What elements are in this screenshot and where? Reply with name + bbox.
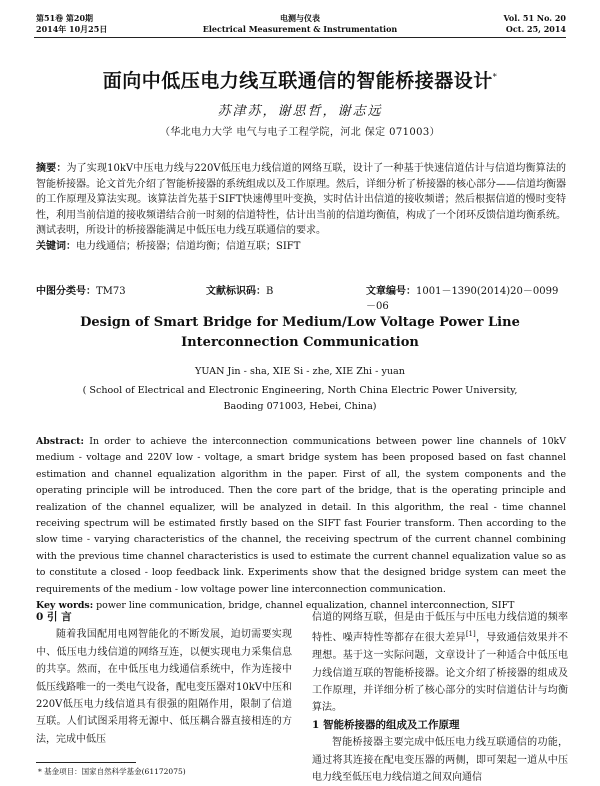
header-vol-issue-en: Vol. 51 No. 20 xyxy=(503,13,566,23)
abstract-en-label: Abstract: xyxy=(36,436,84,447)
keywords-cn-label: 关键词： xyxy=(36,240,76,252)
doc-code-field xyxy=(206,282,273,297)
abstract-cn xyxy=(36,161,566,255)
classification-row xyxy=(36,282,566,312)
keywords-en-text: power line communication, bridge, channel equalization, channel interconnection, SIFT xyxy=(96,600,515,612)
clc-label: 中图分类号： xyxy=(36,286,96,297)
header-date-cn: 2014年 10月25日 xyxy=(36,24,108,34)
section-0-paragraph-left: 随着我国配用电网智能化的不断发展，迫切需要实现中、低压电力线信道的网络互连，以便实现电力采集信息的共享。然而，在中低压电力线通信系统中，作为连接中低压线路唯一的一类电气设备，配电变压器对10kV中压和220V低压电力线信道具有很强的阻隔作用，限制了信道互联。人们试图采用将无源中、低压耦合器直接相连的方法，完成中低压 xyxy=(36,629,293,745)
abstract-cn-label: 摘要： xyxy=(36,163,67,174)
section-0-paragraph-right-b: ，导致通信效果并不理想。基于这一实际问题，文章设计了一种适合中低压电力线信道互联的智能桥接器。论文介绍了桥接器的组成及工作原理，并详细分析了核心部分的实时信道估计与均衡算法。 xyxy=(312,632,569,714)
clc-field xyxy=(36,282,126,297)
header-journal-cn: 电测与仪表 xyxy=(280,13,320,23)
authors-cn: 苏津苏，谢思哲，谢志远 xyxy=(217,104,383,119)
article-no-value: 1001－1390(2014)20－0099－06 xyxy=(366,286,559,312)
paper-title-en xyxy=(0,313,600,353)
header-vol-issue-cn: 第51卷 第20期 xyxy=(36,13,94,23)
affiliation-cn: （华北电力大学 电气与电子工程学院，河北 保定 071003） xyxy=(159,127,441,138)
paper-title-cn: 面向中低压电力线互联通信的智能桥接器设计* xyxy=(102,70,498,92)
abstract-en-text: In order to achieve the interconnection communications between power line channels of 10kV medium - voltage and 220V low - voltage, a smart bridge system has been proposed based on fast channel estimation and channel equalization algorithm in the paper. First of all, the system components and the operating principle will be introduced. Then the core part of the bridge, that is the operating principle and realization of the channel equalizer, will be analyzed in detail. In this algorithm, the real - time channel receiving spectrum will be estimated firstly based on the SIFT fast Fourier transform. Then according to the slow time - varying characteristics of the channel, the receiving spectrum of the current channel combining with the previous time channel characteristics is used to estimate the current channel equalization value so as to constitute a closed - loop feedback link. Experiments show that the designed bridge system can meet the requirements of the medium - low voltage power line interconnection communication. xyxy=(36,436,566,595)
article-no-field xyxy=(366,282,566,312)
body-column-right xyxy=(312,609,568,786)
header-journal-en: Electrical Measurement & Instrumentation xyxy=(202,24,398,34)
affiliation-en-line2: Baoding 071003, Hebei, China) xyxy=(223,401,377,412)
section-1-heading: 1 智能桥接器的组成及工作原理 xyxy=(312,718,460,731)
abstract-cn-text: 为了实现10kV中压电力线与220V低压电力线信道的网络互联，设计了一种基于快速信道估计与信道均衡算法的智能桥接器。论文首先介绍了智能桥接器的系统组成以及工作原理。然后，详细分析了桥接器的核心部分——信道均衡器的工作原理及算法实现。该算法首先基于SIFT快速傅里叶变换，实时估计出信道的接收频谱；然后根据信道的慢时变特性，利用当前信道的接收频谱结合前一时刻的信道特性，估计出当前的信道均衡值，构成了一个闭环反馈信道均衡系统。测试表明，所设计的桥接器能满足中低压电力线互联通信的要求。 xyxy=(36,163,566,237)
section-1-paragraph: 智能桥接器主要完成中低压电力线互联通信的功能，通过将其连接在配电变压器的两侧，即可架起一道从中压电力线至低压电力线信道之间双向通信 xyxy=(312,737,568,783)
footnote-fund: * 基金项目：国家自然科学基金(61172075) xyxy=(38,767,186,776)
abstract-en xyxy=(36,434,566,614)
title-footnote-mark: * xyxy=(492,72,498,82)
header-date-en: Oct. 25, 2014 xyxy=(505,24,566,34)
affiliation-en-line1: ( School of Electrical and Electronic Engineering, North China Electric Power University, xyxy=(82,385,518,396)
clc-value: TM73 xyxy=(96,286,126,297)
authors-en: YUAN Jin - sha, XIE Si - zhe, XIE Zhi - yuan xyxy=(195,366,405,377)
affiliation-en xyxy=(0,383,600,415)
header-rule xyxy=(34,37,566,38)
keywords-cn-text: 电力线通信；桥接器；信道均衡；信道互联；SIFT xyxy=(76,240,301,252)
paper-title-en-line2: Interconnection Communication xyxy=(181,335,419,350)
paper-title-en-line1: Design of Smart Bridge for Medium/Low Voltage Power Line xyxy=(80,315,520,330)
doc-code-label: 文献标识码： xyxy=(206,286,266,297)
doc-code-value: B xyxy=(266,286,274,297)
section-0-paragraph-right-a: 信道的网络互联，但是由于低压与中压电力线信道的频率特性、噪声特性等都存在很大差异 xyxy=(312,612,568,644)
citation-1[interactable]: [1] xyxy=(465,630,476,639)
section-0-heading: 0 引 言 xyxy=(36,611,72,623)
body-column-left xyxy=(36,609,292,748)
keywords-en-label: Key words: xyxy=(36,600,94,612)
footnote-rule xyxy=(36,762,136,763)
article-no-label: 文章编号： xyxy=(366,286,416,297)
